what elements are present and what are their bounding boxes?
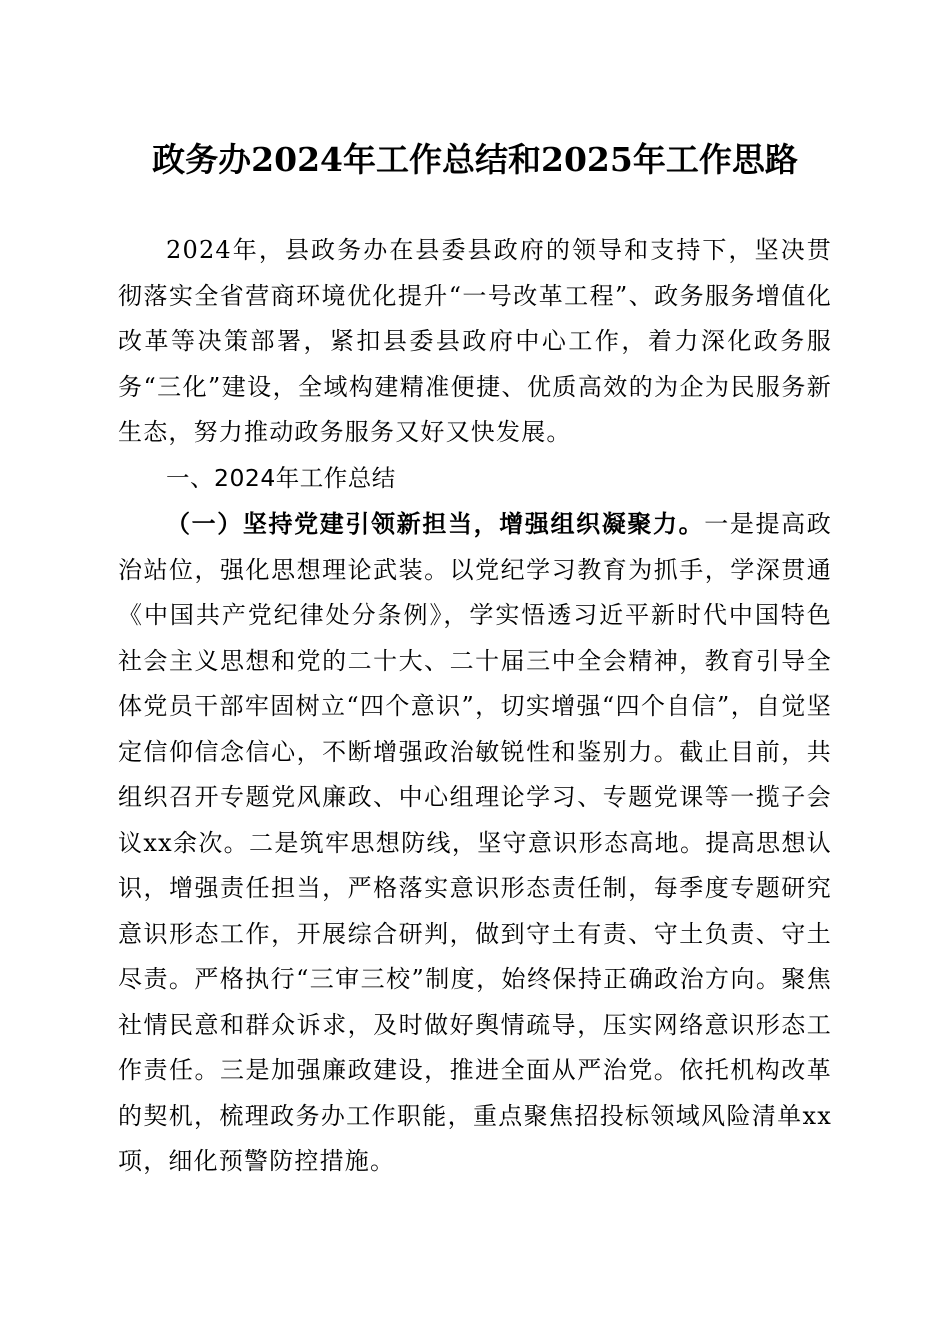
section-heading: 一、2024年工作总结 [166,463,396,492]
subsection-lead: （一）坚持党建引领新担当，增强组织凝聚力。 [166,509,705,538]
subsection-paragraph [118,501,832,1185]
subsection-body: 一是提高政治站位，强化思想理论武装。以党纪学习教育为抓手，学深贯通《中国共产党纪律处分条例》，学实悟透习近平新时代中国特色社会主义思想和党的二十大、二十届三中全会精神，教育引导全体党员干部牢固树立“四个意识”，切实增强“四个自信”，自觉坚定信仰信念信心，不断增强政治敏锐性和鉴别力。截止目前，共组织召开专题党风廉政、中心组理论学习、专题党课等一揽子会议xx余次。二是筑牢思想防线，坚守意识形态高地。提高思想认识，增强责任担当，严格落实意识形态责任制，每季度专题研究意识形态工作，开展综合研判，做到守土有责、守土负责、守土尽责。严格执行“三审三校”制度，始终保持正确政治方向。聚焦社情民意和群众诉求，及时做好舆情疏导，压实网络意识形态工作责任。三是加强廉政建设，推进全面从严治党。依托机构改革的契机，梳理政务办工作职能，重点聚焦招投标领域风险清单xx项，细化预警防控措施。 [118,510,833,1175]
document-body [118,228,832,1185]
intro-paragraph: 2024年，县政务办在县委县政府的领导和支持下，坚决贯彻落实全省营商环境优化提升“一号改革工程”、政务服务增值化改革等决策部署，紧扣县委县政府中心工作，着力深化政务服务“三化”建设，全域构建精准便捷、优质高效的为企为民服务新生态，努力推动政务服务又好又快发展。 [118,236,832,446]
document-title: 政务办2024年工作总结和2025年工作思路 [152,140,798,179]
